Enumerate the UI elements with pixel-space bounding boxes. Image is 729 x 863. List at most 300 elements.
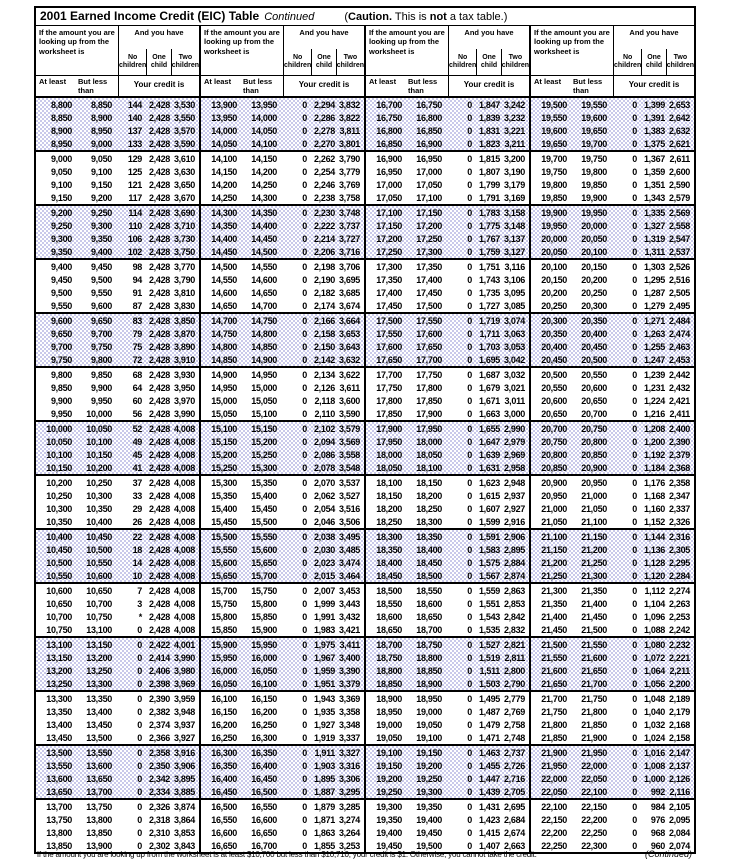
table-row [366, 623, 529, 636]
no-children-credit-cell: 0 [302, 652, 307, 663]
two-children-credit-cell: 3,843 [173, 840, 195, 851]
but-less-than-cell: 20,850 [581, 449, 607, 460]
table-row [531, 731, 694, 744]
table-row [36, 340, 199, 353]
but-less-than-cell: 20,400 [581, 328, 607, 339]
but-less-than-cell: 15,650 [251, 557, 277, 568]
table-row [201, 515, 364, 528]
one-child-credit-cell: 2,428 [148, 503, 170, 514]
two-children-credit-cell: 3,630 [173, 166, 195, 177]
no-children-credit-cell: 0 [467, 462, 472, 473]
one-child-credit-cell: 1,343 [643, 192, 665, 203]
but-less-than-cell: 9,950 [90, 395, 112, 406]
but-less-than-cell: 14,900 [251, 354, 277, 365]
two-children-credit-cell: 2,811 [504, 652, 525, 663]
no-children-credit-cell: 0 [137, 624, 142, 635]
but-less-than-cell: 8,850 [90, 99, 112, 110]
but-less-than-cell: 17,500 [416, 300, 442, 311]
no-children-credit-cell: 0 [467, 315, 472, 326]
at-least-cell: 10,200 [46, 477, 72, 488]
no-children-credit-cell: 0 [632, 138, 637, 149]
row-block [201, 530, 364, 584]
no-children-credit-cell: 0 [302, 557, 307, 568]
at-least-cell: 19,400 [376, 827, 402, 838]
two-children-credit-cell: 2,684 [503, 814, 525, 825]
at-least-cell: 17,300 [376, 261, 402, 272]
at-least-cell: 9,100 [50, 179, 72, 190]
two-children-credit-cell: 2,126 [668, 773, 690, 784]
at-least-cell: 16,250 [211, 732, 237, 743]
one-child-credit-cell: 2,428 [148, 408, 170, 419]
two-children-credit-cell: 2,242 [668, 624, 690, 635]
at-least-cell: 21,200 [541, 557, 567, 568]
table-row [201, 286, 364, 299]
two-children-credit-cell: 3,232 [503, 112, 525, 123]
one-child-credit-cell: 1,831 [478, 125, 500, 136]
table-row [531, 502, 694, 515]
no-children-credit-cell: 0 [302, 153, 307, 164]
but-less-than-cell: 18,500 [416, 570, 442, 581]
one-child-credit-cell: 1,263 [643, 328, 665, 339]
table-row [201, 610, 364, 623]
no-children-credit-cell: 0 [632, 747, 637, 758]
but-less-than-cell: 16,700 [251, 840, 277, 851]
table-row [36, 137, 199, 150]
no-children-credit-cell: 0 [467, 773, 472, 784]
but-less-than-cell: 21,550 [581, 639, 607, 650]
table-row [366, 219, 529, 232]
one-child-credit-cell: 1,599 [478, 516, 500, 527]
but-less-than-cell: 20,900 [581, 462, 607, 473]
at-least-cell: 16,950 [376, 166, 402, 177]
one-child-credit-cell: 2,428 [148, 477, 170, 488]
title-caution: (Caution. This is not a tax table.) [344, 11, 508, 23]
at-least-cell: 9,600 [50, 315, 72, 326]
but-less-than-cell: 9,050 [90, 153, 112, 164]
but-less-than-cell: 13,250 [86, 665, 112, 676]
one-child-credit-cell: 2,318 [148, 814, 170, 825]
two-children-credit-cell: 4,008 [173, 503, 195, 514]
two-children-credit-cell: 3,032 [503, 369, 525, 380]
no-children-credit-cell: 0 [632, 166, 637, 177]
but-less-than-cell: 20,300 [581, 300, 607, 311]
row-block [36, 368, 199, 422]
table-row [36, 692, 199, 705]
two-children-credit-cell: 3,127 [503, 246, 525, 257]
table-row [531, 407, 694, 420]
two-children-credit-cell: 3,622 [338, 369, 360, 380]
row-block [531, 638, 694, 692]
but-less-than-cell: 17,750 [416, 369, 442, 380]
no-children-credit-cell: 0 [632, 639, 637, 650]
one-child-credit-cell: 1,144 [643, 531, 665, 542]
no-children-credit-cell: 79 [132, 328, 142, 339]
table-row [531, 206, 694, 219]
one-child-credit-cell: 2,262 [313, 153, 335, 164]
but-less-than-cell: 20,500 [581, 354, 607, 365]
one-child-credit-cell: 2,278 [313, 125, 335, 136]
column-groups [36, 25, 694, 852]
table-row [36, 813, 199, 826]
two-children-credit-cell: 3,906 [173, 760, 195, 771]
but-less-than-cell: 21,100 [581, 516, 607, 527]
two-children-credit-cell: 3,295 [338, 786, 360, 797]
at-least-cell: 19,450 [376, 840, 402, 851]
table-row [201, 368, 364, 381]
but-less-than-cell: 9,250 [90, 207, 112, 218]
no-children-credit-cell: 106 [127, 233, 142, 244]
one-child-credit-cell: 960 [650, 840, 665, 851]
two-children-credit-cell: 2,558 [668, 220, 690, 231]
no-children-credit-cell: 0 [632, 246, 637, 257]
no-children-credit-cell: 0 [302, 207, 307, 218]
table-row [36, 178, 199, 191]
two-children-credit-cell: 2,621 [668, 138, 690, 149]
one-child-credit-cell: 1,607 [478, 503, 500, 514]
no-children-credit-cell: 0 [467, 814, 472, 825]
two-children-credit-cell: 2,726 [503, 760, 525, 771]
but-less-than-cell: 13,950 [251, 99, 277, 110]
at-least-cell: 13,650 [46, 786, 72, 797]
two-children-credit-cell: 3,750 [173, 246, 195, 257]
row-block [36, 98, 199, 152]
at-least-cell: 16,300 [211, 747, 237, 758]
table-row [366, 340, 529, 353]
but-less-than-cell: 18,650 [416, 611, 442, 622]
one-child-credit-cell: 2,238 [313, 192, 335, 203]
at-least-cell: 14,800 [211, 341, 237, 352]
asterisk-footnote: *If the amount you are looking up from the worksheet is at least $10,700 but less than $10,710, your credit is $1. Otherwise, you cannot take the credit. [34, 850, 537, 859]
two-children-credit-cell: 3,810 [173, 287, 195, 298]
row-block [366, 746, 529, 800]
no-children-credit-cell: 0 [137, 827, 142, 838]
col-header-no-children: No children [449, 54, 477, 69]
but-less-than-cell: 16,550 [251, 801, 277, 812]
at-least-cell: 21,550 [541, 652, 567, 663]
table-row [366, 800, 529, 813]
but-less-than-cell: 16,900 [416, 138, 442, 149]
one-child-credit-cell: 1,279 [643, 300, 665, 311]
but-less-than-cell: 17,450 [416, 287, 442, 298]
no-children-credit-cell: 0 [302, 354, 307, 365]
at-least-cell: 21,300 [541, 585, 567, 596]
col-header-no-children: No children [119, 54, 147, 69]
but-less-than-cell: 9,350 [90, 233, 112, 244]
no-children-credit-cell: 0 [467, 516, 472, 527]
but-less-than-cell: 21,050 [581, 503, 607, 514]
table-row [36, 515, 199, 528]
no-children-credit-cell: 0 [302, 192, 307, 203]
no-children-credit-cell: 0 [302, 436, 307, 447]
two-children-credit-cell: 3,348 [338, 719, 360, 730]
one-child-credit-cell: 2,428 [148, 99, 170, 110]
table-row [201, 569, 364, 582]
table-row [531, 476, 694, 489]
at-least-cell: 18,450 [376, 570, 402, 581]
col-header-two-children: Two children [501, 49, 529, 75]
no-children-credit-cell: 75 [132, 341, 142, 352]
at-least-cell: 19,200 [376, 773, 402, 784]
one-child-credit-cell: 1,231 [643, 382, 665, 393]
but-less-than-cell: 19,250 [416, 773, 442, 784]
one-child-credit-cell: 1,975 [313, 639, 335, 650]
two-children-credit-cell: 2,948 [503, 477, 525, 488]
two-children-credit-cell: 3,211 [504, 138, 525, 149]
at-least-cell: 9,750 [50, 354, 72, 365]
table-row [531, 543, 694, 556]
table-row [531, 785, 694, 798]
but-less-than-cell: 20,800 [581, 436, 607, 447]
table-row [366, 569, 529, 582]
but-less-than-cell: 15,800 [251, 598, 277, 609]
col-header-one-child: One child [641, 49, 666, 75]
no-children-credit-cell: 0 [467, 138, 472, 149]
table-row [366, 610, 529, 623]
no-children-credit-cell: 0 [632, 341, 637, 352]
continued-label: (Continued) [644, 849, 692, 859]
table-row [36, 191, 199, 204]
no-children-credit-cell: 33 [132, 490, 142, 501]
at-least-cell: 14,200 [211, 179, 237, 190]
one-child-credit-cell: 2,428 [148, 207, 170, 218]
no-children-credit-cell: 0 [467, 99, 472, 110]
no-children-credit-cell: 0 [302, 287, 307, 298]
no-children-credit-cell: 0 [632, 706, 637, 717]
no-children-credit-cell: 0 [632, 585, 637, 596]
table-row [36, 556, 199, 569]
no-children-credit-cell: 0 [632, 773, 637, 784]
but-less-than-cell: 15,150 [251, 423, 277, 434]
no-children-credit-cell: 0 [302, 760, 307, 771]
table-row [36, 800, 199, 813]
two-children-credit-cell: 3,358 [338, 706, 360, 717]
two-children-credit-cell: 4,008 [173, 516, 195, 527]
no-children-credit-cell: 0 [302, 801, 307, 812]
no-children-credit-cell: 0 [632, 207, 637, 218]
one-child-credit-cell: 1,927 [313, 719, 335, 730]
one-child-credit-cell: 2,134 [313, 369, 335, 380]
but-less-than-cell: 18,900 [416, 678, 442, 689]
children-columns [449, 44, 529, 75]
but-less-than-cell: 21,450 [581, 611, 607, 622]
one-child-credit-cell: 1,072 [643, 652, 665, 663]
two-children-credit-cell: 2,758 [503, 719, 525, 730]
one-child-credit-cell: 2,428 [148, 341, 170, 352]
table-row [531, 813, 694, 826]
but-less-than-cell: 17,850 [416, 395, 442, 406]
table-row [531, 368, 694, 381]
no-children-credit-cell: 0 [302, 732, 307, 743]
no-children-credit-cell: 0 [467, 719, 472, 730]
at-least-cell: 17,700 [376, 369, 402, 380]
at-least-cell: 9,500 [50, 287, 72, 298]
your-credit-is-label: Your credit is [463, 80, 515, 89]
table-row [36, 584, 199, 597]
but-less-than-cell: 21,150 [581, 531, 607, 542]
no-children-credit-cell: 41 [132, 462, 142, 473]
but-less-than-cell: 9,200 [90, 192, 112, 203]
at-least-cell: 17,150 [376, 220, 402, 231]
table-row [36, 98, 199, 111]
table-row [531, 299, 694, 312]
two-children-credit-cell: 4,008 [173, 462, 195, 473]
but-less-than-cell: 13,650 [86, 773, 112, 784]
one-child-credit-cell: 1,647 [478, 436, 500, 447]
at-least-cell: 8,800 [50, 99, 72, 110]
row-block [36, 800, 199, 852]
table-row [201, 664, 364, 677]
one-child-credit-cell: 2,326 [148, 801, 170, 812]
one-child-credit-cell: 2,428 [148, 354, 170, 365]
at-least-cell: 13,800 [46, 827, 72, 838]
two-children-credit-cell: 2,137 [668, 760, 690, 771]
at-least-cell: 17,050 [376, 192, 402, 203]
no-children-credit-cell: 0 [467, 801, 472, 812]
no-children-credit-cell: 0 [632, 665, 637, 676]
one-child-credit-cell: 1,399 [643, 99, 665, 110]
table-row [201, 273, 364, 286]
one-child-credit-cell: 2,428 [148, 395, 170, 406]
at-least-cell: 18,300 [376, 531, 402, 542]
but-less-than-cell: 16,750 [416, 99, 442, 110]
one-child-credit-cell: 1,000 [643, 773, 665, 784]
row-block [36, 314, 199, 368]
no-children-credit-cell: 140 [127, 112, 142, 123]
no-children-credit-cell: 0 [302, 490, 307, 501]
no-children-credit-cell: 0 [137, 747, 142, 758]
row-block [366, 98, 529, 152]
but-less-than-cell: 17,400 [416, 274, 442, 285]
but-less-than-cell: 14,450 [251, 233, 277, 244]
at-least-cell: 9,050 [50, 166, 72, 177]
at-least-cell: 16,350 [211, 760, 237, 771]
no-children-credit-cell: 18 [132, 544, 142, 555]
but-less-than-cell: 10,000 [86, 408, 112, 419]
table-row [36, 299, 199, 312]
one-child-credit-cell: 1,823 [478, 138, 500, 149]
table-row [366, 515, 529, 528]
two-children-credit-cell: 2,716 [503, 773, 525, 784]
but-less-than-cell: 18,600 [416, 598, 442, 609]
at-least-cell: 9,250 [50, 220, 72, 231]
table-row [36, 610, 199, 623]
one-child-credit-cell: 1,991 [313, 611, 335, 622]
but-less-than-cell: 19,450 [416, 827, 442, 838]
at-least-cell: 15,000 [211, 395, 237, 406]
no-children-credit-cell: 0 [632, 436, 637, 447]
but-less-than-cell: 16,650 [251, 827, 277, 838]
table-row [366, 502, 529, 515]
one-child-credit-cell: 1,375 [643, 138, 665, 149]
table-row [366, 327, 529, 340]
one-child-credit-cell: 2,428 [148, 585, 170, 596]
but-less-than-cell: 16,500 [251, 786, 277, 797]
one-child-credit-cell: 2,428 [148, 112, 170, 123]
one-child-credit-cell: 2,428 [148, 192, 170, 203]
one-child-credit-cell: 2,094 [313, 436, 335, 447]
no-children-credit-cell: 0 [302, 639, 307, 650]
at-least-cell: 16,750 [376, 112, 402, 123]
no-children-credit-cell: 0 [632, 462, 637, 473]
two-children-credit-cell: 2,600 [668, 166, 690, 177]
two-children-credit-cell: 3,453 [338, 585, 360, 596]
no-children-credit-cell: 72 [132, 354, 142, 365]
but-less-than-cell: 19,900 [581, 192, 607, 203]
no-children-credit-cell: 0 [137, 814, 142, 825]
two-children-credit-cell: 3,916 [173, 747, 195, 758]
no-children-credit-cell: 0 [632, 328, 637, 339]
no-children-credit-cell: 0 [467, 652, 472, 663]
at-least-cell: 21,000 [541, 503, 567, 514]
table-row [36, 489, 199, 502]
but-less-than-cell: 18,300 [416, 516, 442, 527]
one-child-credit-cell: 2,428 [148, 462, 170, 473]
two-children-credit-cell: 3,650 [173, 179, 195, 190]
group-header [36, 26, 199, 98]
one-child-credit-cell: 1,327 [643, 220, 665, 231]
table-row [366, 530, 529, 543]
no-children-credit-cell: 0 [302, 693, 307, 704]
two-children-credit-cell: 2,189 [668, 693, 690, 704]
table-row [531, 152, 694, 165]
but-less-than-cell: 14,000 [251, 112, 277, 123]
one-child-credit-cell: 2,302 [148, 840, 170, 851]
no-children-credit-cell: 0 [137, 801, 142, 812]
but-less-than-cell: 9,300 [90, 220, 112, 231]
but-less-than-cell: 10,400 [86, 516, 112, 527]
but-less-than-cell: 13,800 [86, 814, 112, 825]
table-row [531, 232, 694, 245]
no-children-credit-cell: 7 [137, 585, 142, 596]
table-row [366, 394, 529, 407]
table-column-group-2 [201, 26, 366, 852]
one-child-credit-cell: 1,959 [313, 665, 335, 676]
at-least-cell: 18,800 [376, 665, 402, 676]
two-children-credit-cell: 2,800 [503, 665, 525, 676]
but-less-than-cell: 18,450 [416, 557, 442, 568]
no-children-credit-cell: 0 [302, 315, 307, 326]
one-child-credit-cell: 1,056 [643, 678, 665, 689]
at-least-cell: 15,150 [211, 436, 237, 447]
no-children-credit-cell: 0 [467, 436, 472, 447]
no-children-credit-cell: 144 [127, 99, 142, 110]
one-child-credit-cell: 2,428 [148, 598, 170, 609]
no-children-credit-cell: 0 [302, 179, 307, 190]
one-child-credit-cell: 2,390 [148, 693, 170, 704]
no-children-credit-cell: 0 [632, 693, 637, 704]
at-least-cell: 13,750 [46, 814, 72, 825]
no-children-credit-cell: 0 [302, 786, 307, 797]
one-child-credit-cell: 2,428 [148, 449, 170, 460]
table-row [201, 476, 364, 489]
table-row [366, 407, 529, 420]
two-children-credit-cell: 3,850 [173, 315, 195, 326]
but-less-than-cell: 21,950 [581, 747, 607, 758]
one-child-credit-cell: 1,319 [643, 233, 665, 244]
two-children-credit-cell: 4,008 [173, 449, 195, 460]
at-least-cell: 21,950 [541, 760, 567, 771]
table-row [366, 556, 529, 569]
one-child-credit-cell: 1,679 [478, 382, 500, 393]
one-child-credit-cell: 1,775 [478, 220, 500, 231]
one-child-credit-cell: 2,428 [148, 125, 170, 136]
one-child-credit-cell: 1,743 [478, 274, 500, 285]
two-children-credit-cell: 3,074 [503, 315, 525, 326]
no-children-credit-cell: 0 [632, 652, 637, 663]
no-children-credit-cell: 0 [632, 678, 637, 689]
but-less-than-cell: 10,550 [86, 557, 112, 568]
but-less-than-cell: 21,350 [581, 585, 607, 596]
